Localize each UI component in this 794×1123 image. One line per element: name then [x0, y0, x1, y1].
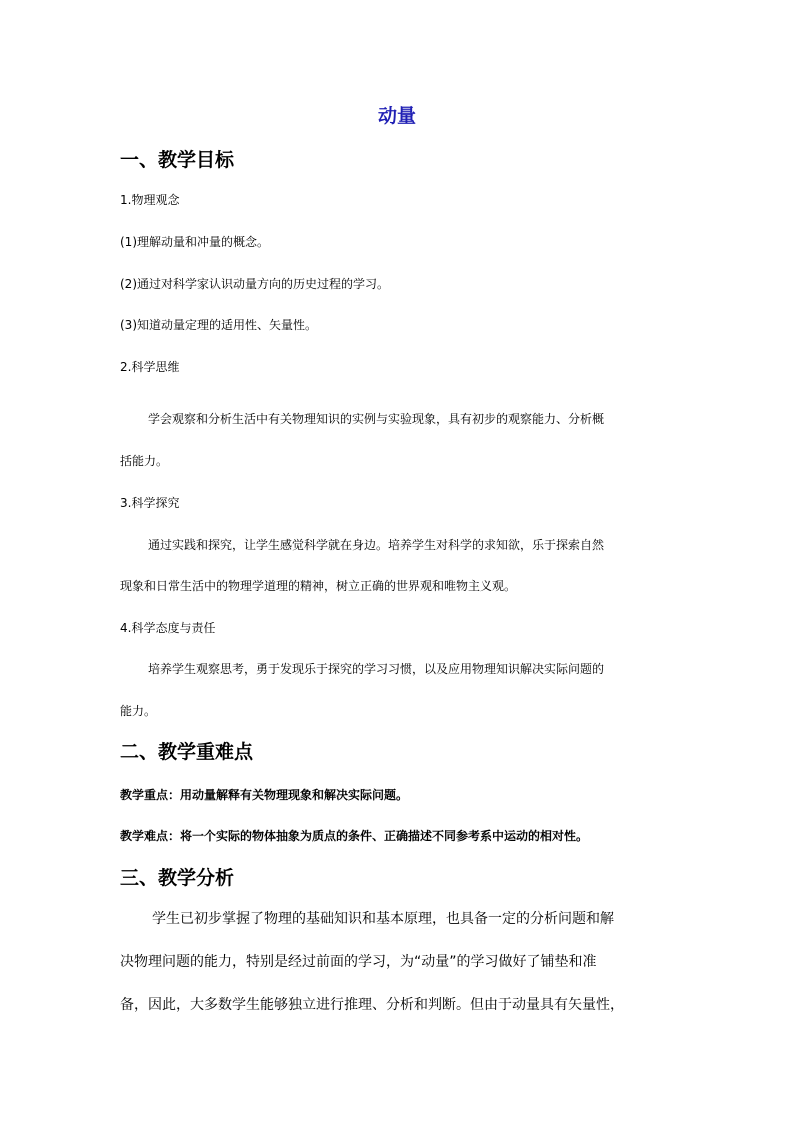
section-heading-teaching-analysis: 三、教学分析 [120, 867, 235, 889]
paragraph-thinking-line-1: 学会观察和分析生活中有关物理知识的实例与实验现象，具有初步的观察能力、分析概 [148, 412, 605, 426]
section-heading-teaching-goals: 一、教学目标 [120, 149, 235, 171]
difficult-point: 教学难点：将一个实际的物体抽象为质点的条件、正确描述不同参考系中运动的相对性。 [120, 829, 589, 843]
paragraph-attitude-line-2: 能力。 [120, 704, 157, 718]
paragraph-thinking-line-2: 括能力。 [120, 454, 169, 468]
goal-item-1: (1)理解动量和冲量的概念。 [120, 235, 269, 249]
paragraph-inquiry-line-1: 通过实践和探究，让学生感觉科学就在身边。培养学生对科学的求知欲，乐于探索自然 [148, 538, 605, 552]
subheading-physics-concept: 1.物理观念 [120, 193, 180, 207]
analysis-line-1: 学生已初步掌握了物理的基础知识和基本原理，也具备一定的分析问题和解 [152, 911, 614, 927]
analysis-line-2: 决物理问题的能力，特别是经过前面的学习，为“动量”的学习做好了铺垫和准 [120, 954, 597, 970]
goal-item-3: (3)知道动量定理的适用性、矢量性。 [120, 318, 317, 332]
goal-item-2: (2)通过对科学家认识动量方向的历史过程的学习。 [120, 277, 389, 291]
paragraph-inquiry-line-2: 现象和日常生活中的物理学道理的精神，树立正确的世界观和唯物主义观。 [120, 579, 517, 593]
subheading-attitude-responsibility: 4.科学态度与责任 [120, 621, 216, 635]
section-heading-key-difficult-points: 二、教学重难点 [120, 741, 254, 763]
subheading-scientific-inquiry: 3.科学探究 [120, 496, 180, 510]
document-title: 动量 [377, 105, 416, 127]
paragraph-attitude-line-1: 培养学生观察思考，勇于发现乐于探究的学习习惯，以及应用物理知识解决实际问题的 [148, 662, 605, 676]
analysis-line-3: 备，因此，大多数学生能够独立进行推理、分析和判断。但由于动量具有矢量性， [120, 997, 624, 1013]
key-point: 教学重点：用动量解释有关物理现象和解决实际问题。 [120, 788, 409, 802]
subheading-scientific-thinking: 2.科学思维 [120, 360, 180, 374]
